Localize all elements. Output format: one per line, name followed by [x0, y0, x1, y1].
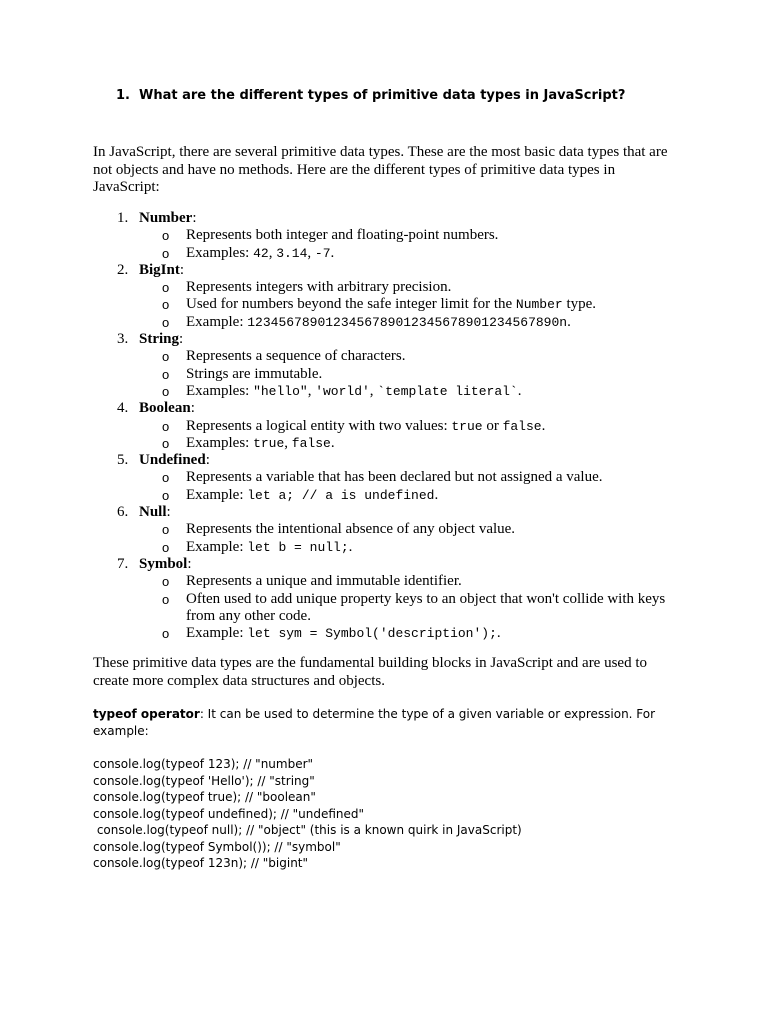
- type-number: 4.: [117, 400, 129, 417]
- inline-code: 42: [253, 245, 269, 261]
- circle-bullet-icon: o: [162, 522, 170, 538]
- detail-text: .: [496, 625, 501, 642]
- type-detail-item: [93, 539, 666, 556]
- intro-paragraph: In JavaScript, there are several primitive data types. These are the most basic data types that are not objects and have no methods. Here are the different types of primitive data types in JavaScript:: [93, 144, 668, 195]
- type-detail-item: [93, 366, 666, 383]
- inline-code: 3.14: [276, 245, 308, 261]
- type-detail-item: [93, 245, 666, 262]
- type-name: BigInt: [139, 261, 180, 278]
- circle-bullet-icon: o: [162, 626, 170, 642]
- circle-bullet-icon: o: [162, 349, 170, 365]
- inline-code: let sym = Symbol('description');: [247, 626, 497, 642]
- inline-code: Number: [515, 297, 563, 313]
- type-item-string: [93, 331, 693, 348]
- detail-text: .: [517, 382, 522, 399]
- detail-text: Strings are immutable.: [186, 365, 323, 382]
- type-detail-item: [93, 435, 666, 452]
- typeof-label: typeof operator: [93, 707, 200, 721]
- code-example-block: [93, 756, 693, 872]
- type-name: Undefined: [139, 452, 206, 469]
- type-item-undefined: [93, 452, 693, 469]
- detail-text: Represents a unique and immutable identifier.: [186, 573, 462, 590]
- detail-text: .: [567, 313, 571, 330]
- inline-code: "hello": [253, 383, 308, 399]
- inline-code: `template literal`: [377, 383, 518, 399]
- detail-text: Example:: [186, 313, 248, 330]
- inline-code: let b = null;: [247, 539, 349, 555]
- inline-code: let a; // a is undefined: [247, 487, 435, 503]
- detail-text: Represents integers with arbitrary precision.: [186, 279, 452, 296]
- type-number: 7.: [117, 555, 129, 572]
- circle-bullet-icon: o: [162, 539, 170, 555]
- circle-bullet-icon: o: [162, 418, 170, 434]
- detail-text: Represents a logical entity with two values:: [186, 417, 452, 434]
- detail-text: Represents a sequence of characters.: [186, 348, 406, 365]
- circle-bullet-icon: o: [162, 487, 170, 503]
- detail-text: Examples:: [186, 434, 254, 451]
- detail-text: Represents a variable that has been declared but not assigned a value.: [186, 469, 603, 486]
- type-detail-item: [93, 348, 666, 365]
- inline-code: true: [253, 435, 285, 451]
- inline-code: false: [291, 435, 331, 451]
- question-heading: [116, 87, 625, 105]
- code-line: console.log(typeof 123n); // "bigint": [93, 856, 309, 870]
- circle-bullet-icon: o: [162, 591, 170, 607]
- type-colon: :: [190, 400, 195, 417]
- type-name: String: [139, 331, 180, 348]
- type-detail-item: [93, 383, 666, 400]
- detail-text: Example:: [186, 538, 248, 555]
- type-detail-item: [93, 469, 666, 486]
- type-name: Boolean: [139, 400, 191, 417]
- code-line: console.log(typeof Symbol()); // "symbol": [93, 839, 341, 854]
- detail-text: Often used to add unique property keys to an object that won't collide with keys from any other code.: [186, 590, 666, 624]
- typeof-description: : It can be used to determine the type of a given variable or expression. For example:: [93, 707, 656, 738]
- type-detail-item: [93, 314, 666, 331]
- code-line: console.log(typeof 'Hello'); // "string": [93, 773, 315, 788]
- circle-bullet-icon: o: [162, 314, 170, 330]
- detail-text: .: [434, 486, 439, 503]
- type-detail-item: [93, 573, 666, 590]
- type-name: Null: [139, 504, 167, 521]
- detail-text: type.: [562, 296, 597, 313]
- circle-bullet-icon: o: [162, 383, 170, 399]
- detail-text: ,: [307, 382, 316, 399]
- type-detail-item: [93, 591, 666, 626]
- detail-text: Example:: [186, 486, 248, 503]
- detail-text: ,: [369, 382, 378, 399]
- inline-code: false: [502, 418, 542, 434]
- summary-paragraph: These primitive data types are the fundamental building blocks in JavaScript and are used to create more complex data structures and objects.: [93, 655, 648, 689]
- type-colon: :: [205, 452, 210, 469]
- type-colon: :: [179, 331, 184, 348]
- circle-bullet-icon: o: [162, 245, 170, 261]
- type-colon: :: [192, 210, 197, 226]
- inline-code: 1234567890123456789012345678901234567890n: [247, 314, 568, 330]
- type-name: Number: [139, 210, 193, 226]
- circle-bullet-icon: o: [162, 574, 170, 590]
- detail-text: .: [541, 417, 546, 434]
- type-detail-item: [93, 279, 666, 296]
- detail-text: or: [482, 417, 503, 434]
- type-detail-item: [93, 227, 666, 244]
- detail-text: ,: [284, 434, 292, 451]
- inline-code: -7: [314, 245, 331, 261]
- circle-bullet-icon: o: [162, 366, 170, 382]
- type-colon: :: [166, 504, 171, 521]
- detail-text: Represents the intentional absence of any object value.: [186, 521, 516, 538]
- code-line: console.log(typeof 123); // "number": [93, 757, 314, 771]
- type-item-boolean: [93, 400, 693, 417]
- detail-text: Examples:: [186, 382, 254, 399]
- inline-code: true: [451, 418, 483, 434]
- detail-text: ,: [268, 244, 277, 261]
- type-colon: :: [187, 555, 192, 572]
- detail-text: Example:: [186, 625, 248, 642]
- detail-text: .: [348, 538, 353, 555]
- circle-bullet-icon: o: [162, 435, 170, 451]
- detail-text: .: [330, 434, 335, 451]
- question-text: What are the different types of primitive data types in JavaScript?: [139, 88, 626, 103]
- primitive-types-list: [93, 210, 693, 642]
- type-detail-item: [93, 521, 666, 538]
- type-number: 6.: [117, 504, 129, 521]
- circle-bullet-icon: o: [162, 280, 170, 296]
- type-item-number: [93, 210, 693, 227]
- type-number: 3.: [117, 331, 129, 348]
- detail-text: .: [330, 244, 335, 261]
- type-number: 2.: [117, 261, 129, 278]
- type-item-symbol: [93, 556, 693, 573]
- code-line: console.log(typeof undefined); // "undefined": [93, 806, 365, 821]
- type-colon: :: [179, 261, 185, 278]
- inline-code: 'world': [315, 383, 370, 399]
- detail-text: Examples:: [186, 244, 254, 261]
- type-item-null: [93, 504, 693, 521]
- code-line: console.log(typeof true); // "boolean": [93, 790, 316, 804]
- circle-bullet-icon: o: [162, 470, 170, 486]
- detail-text: ,: [307, 244, 315, 261]
- typeof-paragraph: [93, 706, 673, 740]
- type-name: Symbol: [139, 555, 188, 572]
- circle-bullet-icon: o: [162, 297, 170, 313]
- type-detail-item: [93, 296, 666, 313]
- type-detail-item: [93, 625, 666, 642]
- code-line: console.log(typeof null); // "object" (this is a known quirk in JavaScript): [93, 823, 522, 837]
- type-detail-item: [93, 418, 666, 435]
- type-number: 5.: [117, 452, 129, 469]
- type-item-bigint: [93, 262, 693, 279]
- type-detail-item: [93, 487, 666, 504]
- detail-text: Used for numbers beyond the safe integer limit for the: [186, 296, 516, 313]
- circle-bullet-icon: o: [162, 228, 170, 244]
- question-number: 1.: [116, 88, 130, 103]
- detail-text: Represents both integer and floating-point numbers.: [186, 227, 499, 244]
- type-number: 1.: [117, 210, 129, 226]
